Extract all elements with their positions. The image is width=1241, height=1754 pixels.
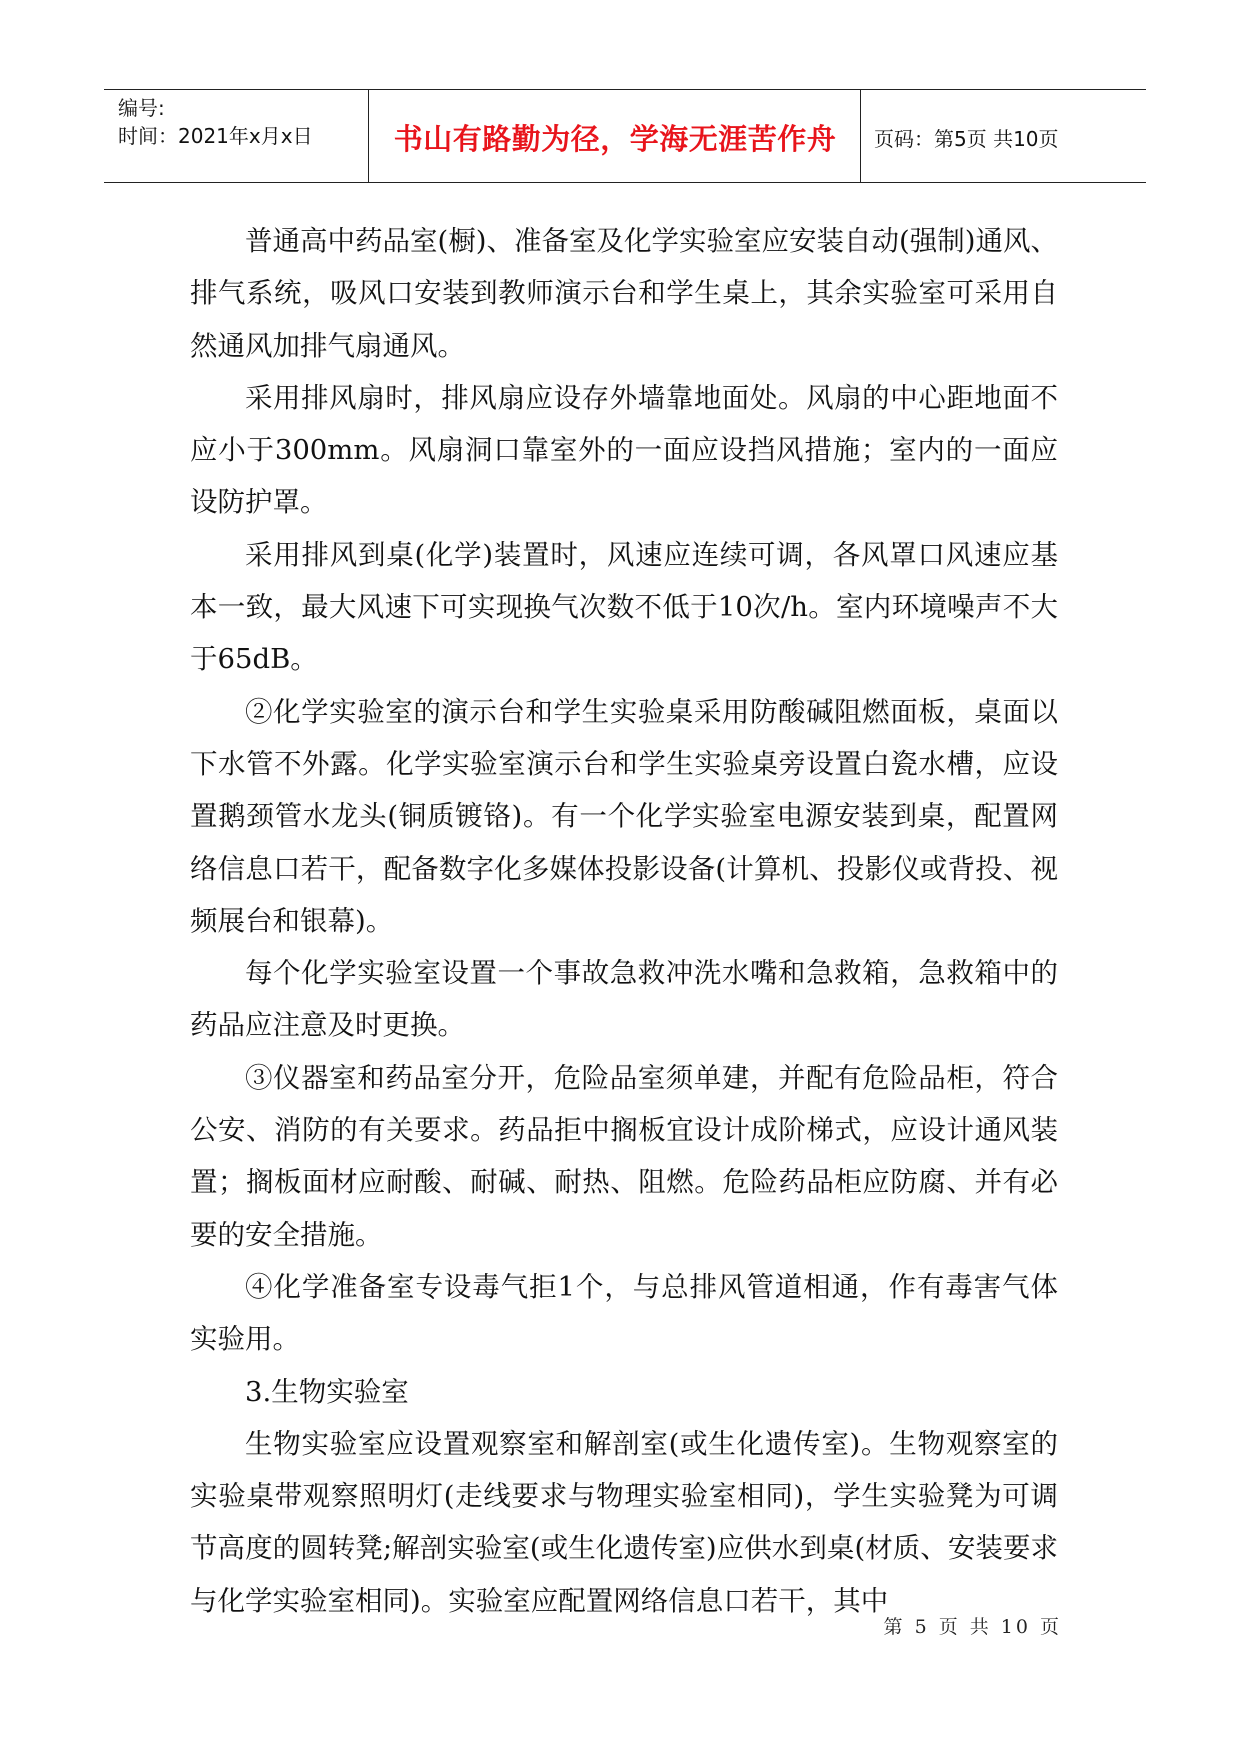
paragraph: ④化学准备室专设毒气拒1个，与总排风管道相通，作有毒害气体实验用。 <box>190 1270 1058 1356</box>
time-label: 时间：2021年x月x日 <box>118 124 313 148</box>
header-divider-right <box>860 90 861 182</box>
paragraph: ②化学实验室的演示台和学生实验桌采用防酸碱阻燃面板，桌面以下水管不外露。化学实验室演示台和学生实验桌旁设置白瓷水槽，应设置鹅颈管水龙头(铜质镀铬)。有一个化学实验室电源安装到桌，配置网络信息口若干，配备数字化多媒体投影设备(计算机、投影仪或背投、视频展台和银幕)。 <box>190 695 1058 937</box>
doc-number-label: 编号: <box>118 96 165 120</box>
paragraph: 采用排风到桌(化学)装置时，风速应连续可调，各风罩口风速应基本一致，最大风速下可实现换气次数不低于10次/h。室内环境噪声不大于65dB。 <box>190 538 1058 676</box>
paragraph: 每个化学实验室设置一个事故急救冲洗水嘴和急救箱，急救箱中的药品应注意及时更换。 <box>190 957 1058 1042</box>
paragraph: 采用排风扇时，排风扇应设存外墙靠地面处。风扇的中心距地面不应小于300mm。风扇洞口靠室外的一面应设挡风措施；室内的一面应设防护罩。 <box>190 381 1058 519</box>
document-body <box>190 215 1058 1627</box>
section-heading: 3.生物实验室 <box>245 1375 409 1408</box>
header-divider-left <box>368 90 369 182</box>
header-page-info: 页码：第5页 共10页 <box>874 127 1059 151</box>
header-motto: 书山有路勤为径，学海无涯苦作舟 <box>393 122 837 156</box>
page-footer: 第 5 页 共 10 页 <box>883 1616 1062 1638</box>
header-left-info <box>118 94 313 150</box>
paragraph: 生物实验室应设置观察室和解剖室(或生化遗传室)。生物观察室的实验桌带观察照明灯(走线要求与物理实验室相同)，学生实验凳为可调节高度的圆转凳;解剖实验室(或生化遗传室)应供水到桌(材质、安装要求与化学实验室相同)。实验室应配置网络信息口若干，其中 <box>190 1427 1058 1617</box>
page-header <box>104 89 1146 183</box>
paragraph: 普通高中药品室(橱)、准备室及化学实验室应安装自动(强制)通风、排气系统，吸风口安装到教师演示台和学生桌上，其余实验室可采用自然通风加排气扇通风。 <box>190 225 1058 362</box>
paragraph: ③仪器室和药品室分开，危险品室须单建，并配有危险品柜，符合公安、消防的有关要求。药品拒中搁板宜设计成阶梯式，应设计通风装置；搁板面材应耐酸、耐碱、耐热、阻燃。危险药品柜应防腐、并有必要的安全措施。 <box>190 1061 1058 1251</box>
